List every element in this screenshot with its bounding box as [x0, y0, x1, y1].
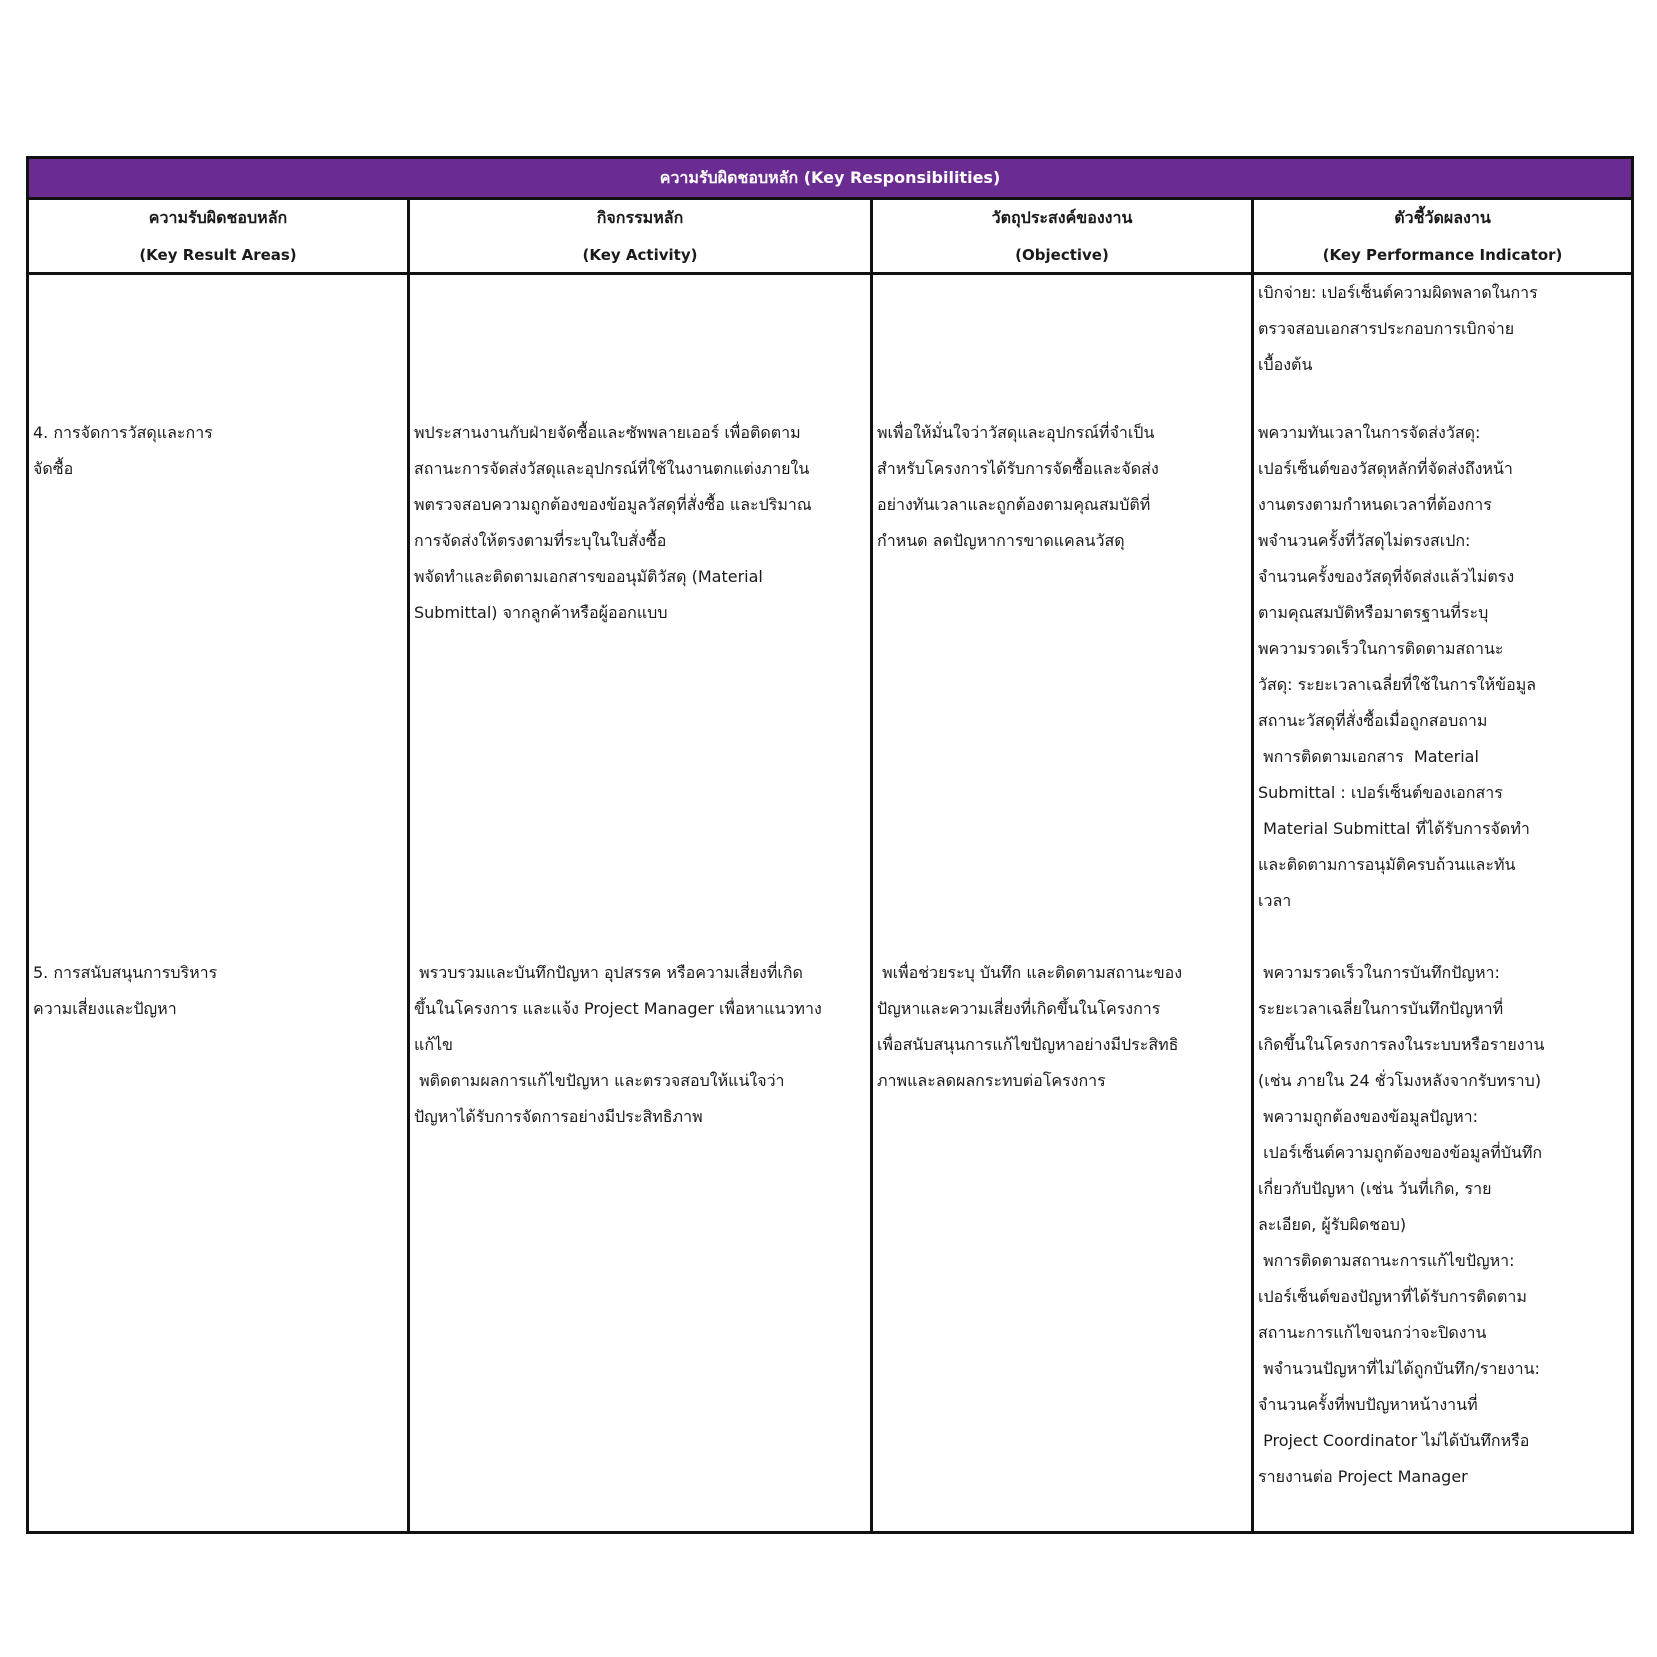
header-en: (Objective) [1015, 246, 1109, 264]
table-title: ความรับผิดชอบหลัก (Key Responsibilities) [29, 159, 1631, 200]
text-line: พตรวจสอบความถูกต้องของข้อมูลวัสดุที่สั่งซื้อ และปริมาณ [414, 495, 812, 514]
text-line: 4. การจัดการวัสดุและการ [33, 423, 213, 442]
area-cell-row-5 [33, 955, 399, 1027]
text-line: 5. การสนับสนุนการบริหาร [33, 963, 218, 982]
header-kpi [1254, 200, 1631, 272]
text-line: พการติดตามเอกสาร Material [1258, 747, 1479, 766]
kpi-carryover-cell [1258, 275, 1623, 383]
column-objective [873, 275, 1254, 1531]
header-key-activity [410, 200, 873, 272]
area-cell-row-4 [33, 415, 399, 487]
text-line: Material Submittal ที่ได้รับการจัดทำ [1258, 819, 1530, 838]
text-line: ปัญหาได้รับการจัดการอย่างมีประสิทธิภาพ [414, 1107, 703, 1126]
text-line: พจัดทำและติดตามเอกสารขออนุมัติวัสดุ (Material [414, 567, 763, 586]
text-line: พความรวดเร็วในการบันทึกปัญหา: [1258, 963, 1500, 982]
text-line: สถานะวัสดุที่สั่งซื้อเมื่อถูกสอบถาม [1258, 711, 1488, 730]
text-line: ตามคุณสมบัติหรือมาตรฐานที่ระบุ [1258, 603, 1489, 622]
text-line: สถานะการจัดส่งวัสดุและอุปกรณ์ที่ใช้ในงานตกแต่งภายใน [414, 459, 810, 478]
text-line: พจำนวนครั้งที่วัสดุไม่ตรงสเปก: [1258, 531, 1471, 550]
text-line: กำหนด ลดปัญหาการขาดแคลนวัสดุ [877, 531, 1125, 550]
text-line: เปอร์เซ็นต์ของวัสดุหลักที่จัดส่งถึงหน้า [1258, 459, 1513, 478]
text-line: พความถูกต้องของข้อมูลปัญหา: [1258, 1107, 1479, 1126]
header-th: กิจกรรมหลัก [596, 208, 684, 227]
text-line: อย่างทันเวลาและถูกต้องตามคุณสมบัติที่ [877, 495, 1151, 514]
kpi-cell-row-4 [1258, 415, 1623, 919]
text-line: พความทันเวลาในการจัดส่งวัสดุ: [1258, 423, 1481, 442]
text-line: เกี่ยวกับปัญหา (เช่น วันที่เกิด, ราย [1258, 1179, 1492, 1198]
header-en: (Key Result Areas) [139, 246, 297, 264]
table-body [29, 275, 1631, 1531]
text-line: ละเอียด, ผู้รับผิดชอบ) [1258, 1215, 1407, 1234]
text-line: จำนวนครั้งที่พบปัญหาหน้างานที่ [1258, 1395, 1478, 1414]
text-line: จัดซื้อ [33, 459, 74, 478]
text-line: พจำนวนปัญหาที่ไม่ได้ถูกบันทึก/รายงาน: [1258, 1359, 1540, 1378]
objective-cell-row-5 [877, 955, 1243, 1099]
activity-cell-row-5 [414, 955, 862, 1135]
text-line: ตรวจสอบเอกสารประกอบการเบิกจ่าย [1258, 319, 1515, 338]
text-line: พประสานงานกับฝ่ายจัดซื้อและซัพพลายเออร์ เพื่อติดตาม [414, 423, 801, 442]
text-line: เวลา [1258, 891, 1292, 910]
header-th: วัตถุประสงค์ของงาน [991, 208, 1133, 227]
kpi-cell-row-5 [1258, 955, 1623, 1495]
objective-cell-row-4 [877, 415, 1243, 559]
text-line: เกิดขึ้นในโครงการลงในระบบหรือรายงาน [1258, 1035, 1545, 1054]
text-line: ภาพและลดผลกระทบต่อโครงการ [877, 1071, 1106, 1090]
text-line: จำนวนครั้งของวัสดุที่จัดส่งแล้วไม่ตรง [1258, 567, 1515, 586]
text-line: และติดตามการอนุมัติครบถ้วนและทัน [1258, 855, 1516, 874]
text-line: ขึ้นในโครงการ และแจ้ง Project Manager เพื่อหาแนวทาง [414, 999, 822, 1018]
text-line: Submittal) จากลูกค้าหรือผู้ออกแบบ [414, 603, 668, 622]
text-line: เบื้องต้น [1258, 355, 1313, 374]
header-en: (Key Performance Indicator) [1322, 246, 1563, 264]
text-line: เปอร์เซ็นต์ความถูกต้องของข้อมูลที่บันทึก [1258, 1143, 1543, 1162]
header-th: ตัวชี้วัดผลงาน [1394, 208, 1491, 227]
text-line: ระยะเวลาเฉลี่ยในการบันทึกปัญหาที่ [1258, 999, 1504, 1018]
text-line: พความรวดเร็วในการติดตามสถานะ [1258, 639, 1504, 658]
column-kpi [1254, 275, 1631, 1531]
text-line: พการติดตามสถานะการแก้ไขปัญหา: [1258, 1251, 1515, 1270]
text-line: (เช่น ภายใน 24 ชั่วโมงหลังจากรับทราบ) [1258, 1071, 1542, 1090]
text-line: วัสดุ: ระยะเวลาเฉลี่ยที่ใช้ในการให้ข้อมูล [1258, 675, 1537, 694]
responsibilities-table [26, 156, 1634, 1534]
text-line: เพื่อสนับสนุนการแก้ไขปัญหาอย่างมีประสิทธิ [877, 1035, 1179, 1054]
text-line: พติดตามผลการแก้ไขปัญหา และตรวจสอบให้แน่ใจว่า [414, 1071, 785, 1090]
header-row [29, 200, 1631, 275]
text-line: พรวบรวมและบันทึกปัญหา อุปสรรค หรือความเสี่ยงที่เกิด [414, 963, 803, 982]
text-line: ปัญหาและความเสี่ยงที่เกิดขึ้นในโครงการ [877, 999, 1161, 1018]
header-key-result-areas [29, 200, 410, 272]
text-line: เปอร์เซ็นต์ของปัญหาที่ได้รับการติดตาม [1258, 1287, 1527, 1306]
text-line: สถานะการแก้ไขจนกว่าจะปิดงาน [1258, 1323, 1487, 1342]
text-line: เบิกจ่าย: เปอร์เซ็นต์ความผิดพลาดในการ [1258, 283, 1538, 302]
header-en: (Key Activity) [582, 246, 698, 264]
header-objective [873, 200, 1254, 272]
text-line: Submittal : เปอร์เซ็นต์ของเอกสาร [1258, 783, 1503, 802]
text-line: พเพื่อให้มั่นใจว่าวัสดุและอุปกรณ์ที่จำเป็น [877, 423, 1155, 442]
text-line: พเพื่อช่วยระบุ บันทึก และติดตามสถานะของ [877, 963, 1183, 982]
column-key-activity [410, 275, 873, 1531]
text-line: สำหรับโครงการได้รับการจัดซื้อและจัดส่ง [877, 459, 1159, 478]
text-line: แก้ไข [414, 1035, 453, 1054]
text-line: Project Coordinator ไม่ได้บันทึกหรือ [1258, 1431, 1530, 1450]
text-line: ความเสี่ยงและปัญหา [33, 999, 177, 1018]
header-th: ความรับผิดชอบหลัก [148, 208, 288, 227]
column-key-result-areas [29, 275, 410, 1531]
text-line: การจัดส่งให้ตรงตามที่ระบุในใบสั่งซื้อ [414, 531, 667, 550]
text-line: งานตรงตามกำหนดเวลาที่ต้องการ [1258, 495, 1492, 514]
text-line: รายงานต่อ Project Manager [1258, 1467, 1468, 1486]
activity-cell-row-4 [414, 415, 862, 631]
